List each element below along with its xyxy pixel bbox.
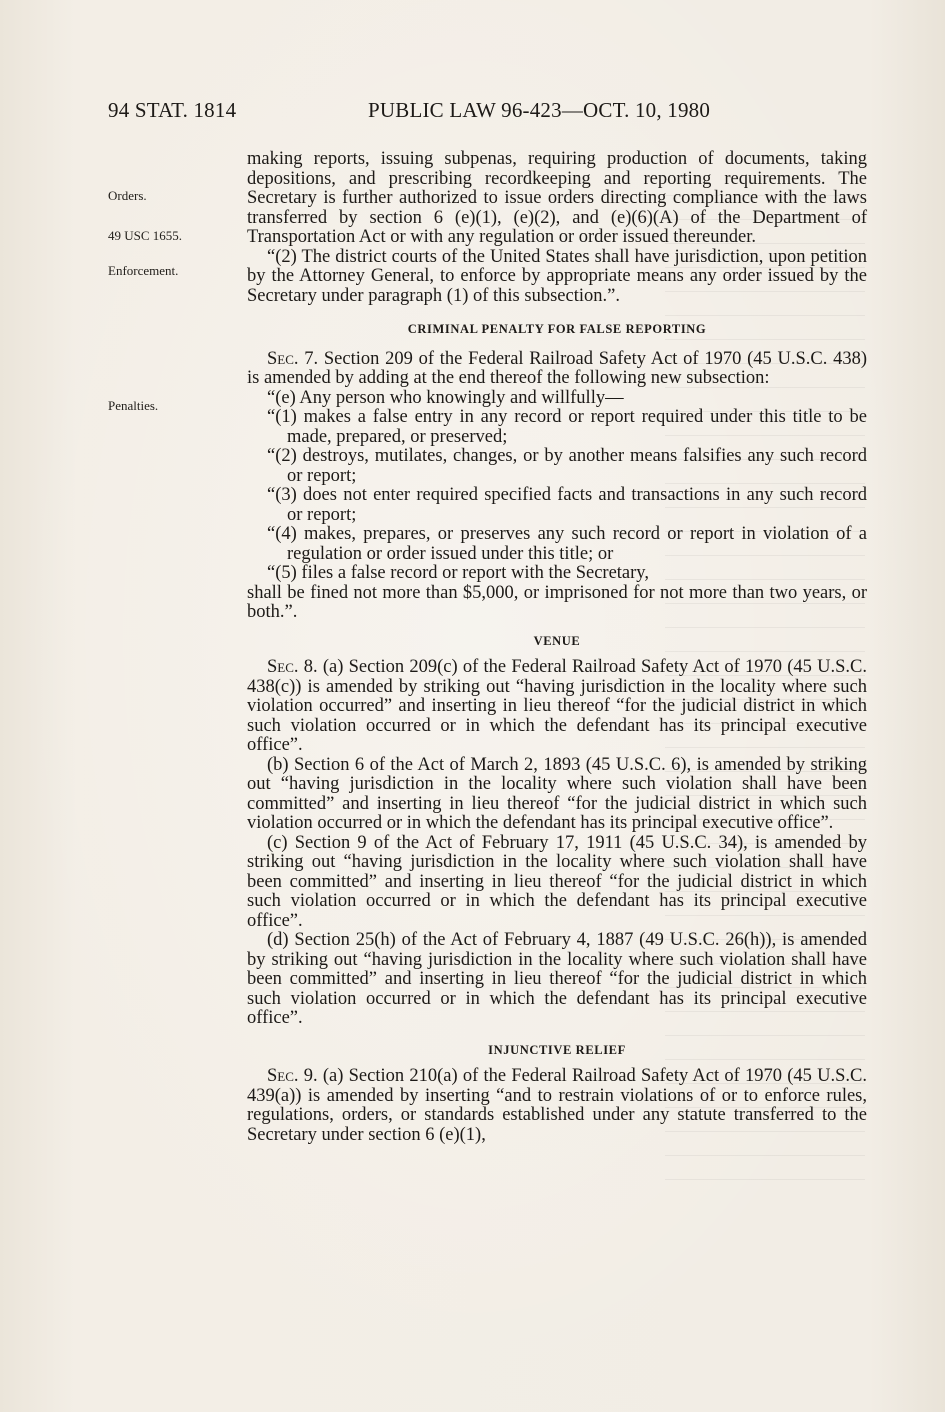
heading-injunctive-relief: INJUNCTIVE RELIEF — [488, 1042, 626, 1057]
clause-e5: “(5) files a false record or report with the Secretary, — [267, 563, 649, 583]
clause-e1: “(1) makes a false entry in any record or report required under this title to be made, prepared, or preserved; — [267, 407, 867, 447]
penalty-closing: shall be fined not more than $5,000, or imprisoned for not more than two years, or both.”. — [247, 582, 867, 622]
public-law-title: PUBLIC LAW 96-423—OCT. 10, 1980 — [368, 98, 711, 122]
section-9-label: Sec. 9. — [267, 1066, 318, 1086]
section-8c: (c) Section 9 of the Act of February 17, 1911 (45 U.S.C. 34), is amended by striking out “having jurisdiction in the locality where such violation shall have been committed” and inserting in lieu thereof “for the judicial district in which such violation occurred or in which the defendant has its principal executive office”. — [247, 832, 867, 931]
section-8b: (b) Section 6 of the Act of March 2, 1893 (45 U.S.C. 6), is amended by striking out “having jurisdiction in the locality where such violation shall have been committed” and inserting in lieu thereof “for the judicial district in which such violation occurred or in which the defendant has its principal executive office”. — [247, 754, 867, 833]
section-8d: (d) Section 25(h) of the Act of February 4, 1887 (49 U.S.C. 26(h)), is amended by striking out “having jurisdiction in the locality where such violation shall have been committed” and inserting in lieu thereof “for the judicial district in which such violation occurred or in which the defendant has its principal executive office”. — [247, 930, 867, 1028]
section-9a-text: (a) Section 210(a) of the Federal Railroad Safety Act of 1970 (45 U.S.C. 439(a)) is amended by inserting “and to restrain violations of or to enforce rules, regulations, orders, or standards established under any statute transferred to the Secretary under section 6 (e)(1), — [247, 1066, 867, 1145]
statute-page-number: 94 STAT. 1814 — [108, 98, 237, 122]
section-7-label: Sec. 7. — [267, 348, 319, 369]
section-8a — [247, 658, 867, 756]
heading-criminal-penalty: CRIMINAL PENALTY FOR FALSE REPORTING — [407, 322, 707, 336]
main-text — [247, 150, 867, 1145]
clause-e3: “(3) does not enter required specified facts and transactions in any such record or report; — [267, 485, 867, 525]
section-8a-text: (a) Section 209(c) of the Federal Railroad Safety Act of 1970 (45 U.S.C. 438(c)) is amended by striking out “having jurisdiction in the locality where such violation occurred” and inserting in lieu thereof “for the judicial district in which such violation occurred or in which the defendant has its principal executive office”. — [247, 657, 867, 755]
margin-note-enforcement: Enforcement. — [108, 263, 179, 278]
margin-note-orders: Orders. — [108, 188, 147, 203]
margin-note-penalties: Penalties. — [108, 398, 159, 413]
margin-note-usc: 49 USC 1655. — [108, 228, 183, 243]
section-9a — [247, 1067, 867, 1145]
section-8-label: Sec. 8. — [267, 657, 318, 677]
clause-e4: “(4) makes, prepares, or preserves any such record or report in violation of a regulation or order issued under this title; or — [267, 524, 867, 564]
paragraph-continuation: making reports, issuing subpenas, requiring production of documents, taking depositions, and prescribing recordkeeping and reporting requirements. The Secretary is further authorized to issue orders directing compliance with the laws transferred by section 6 (e)(1), (e)(2), and (e)(6)(A) of the Department of Transportation Act or with any regulation or order issued thereunder. — [247, 149, 867, 247]
subsection-e-intro: “(e) Any person who knowingly and willfully— — [267, 387, 624, 408]
page-header — [108, 98, 868, 128]
section-7-text: Section 209 of the Federal Railroad Safety Act of 1970 (45 U.S.C. 438) is amended by adding at the end thereof the following new subsection: — [247, 348, 867, 388]
heading-venue: VENUE — [533, 633, 581, 648]
paragraph-district-courts: “(2) The district courts of the United States shall have jurisdiction, upon petition by the Attorney General, to enforce by appropriate means any order issued by the Secretary under paragraph (1) of this subsection.”. — [247, 246, 867, 306]
section-7 — [247, 350, 867, 389]
clause-e2: “(2) destroys, mutilates, changes, or by another means falsifies any such record or report; — [267, 446, 867, 486]
